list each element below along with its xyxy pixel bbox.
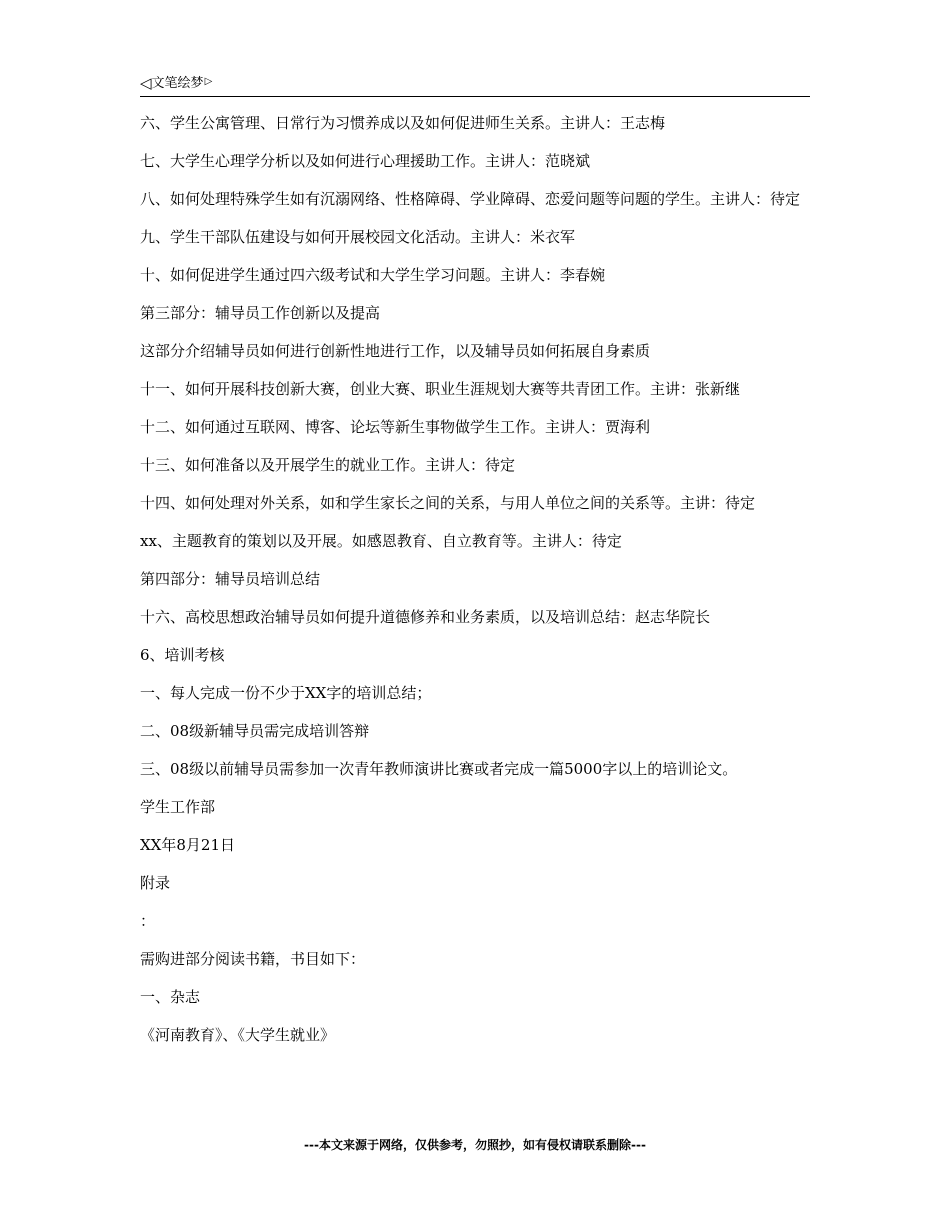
paragraph: 十二、如何通过互联网、博客、论坛等新生事物做学生工作。主讲人：贾海利 — [140, 418, 651, 436]
section-heading: 第三部分：辅导员工作创新以及提高 — [140, 304, 381, 322]
paragraph: 三、08级以前辅导员需参加一次青年教师演讲比赛或者完成一篇5000字以上的培训论文。 — [140, 760, 738, 778]
paragraph: 这部分介绍辅导员如何进行创新性地进行工作，以及辅导员如何拓展自身素质 — [140, 342, 651, 360]
paragraph: 需购进部分阅读书籍，书目如下： — [140, 950, 366, 968]
paragraph: 十三、如何准备以及开展学生的就业工作。主讲人：待定 — [140, 456, 516, 474]
document-body — [140, 113, 820, 1063]
left-triangle-icon: ◁ — [140, 74, 152, 92]
right-triangle-icon: ▷ — [204, 76, 213, 87]
paragraph: 十、如何促进学生通过四六级考试和大学生学习问题。主讲人：李春婉 — [140, 266, 606, 284]
paragraph: 八、如何处理特殊学生如有沉溺网络、性格障碍、学业障碍、恋爱问题等问题的学生。主讲人：待定 — [140, 190, 801, 208]
paragraph: 九、学生干部队伍建设与如何开展校园文化活动。主讲人：米衣军 — [140, 228, 576, 246]
signature-date: XX年8月21日 — [140, 836, 235, 854]
page-header — [140, 72, 810, 97]
paragraph: 十六、高校思想政治辅导员如何提升道德修养和业务素质，以及培训总结：赵志华院长 — [140, 608, 711, 626]
paragraph: 一、每人完成一份不少于XX字的培训总结； — [140, 684, 432, 702]
header-title: 文笔绘梦 — [151, 76, 204, 91]
paragraph: 六、学生公寓管理、日常行为习惯养成以及如何促进师生关系。主讲人：王志梅 — [140, 114, 666, 132]
signature-department: 学生工作部 — [140, 798, 216, 816]
section-heading: 第四部分：辅导员培训总结 — [140, 570, 321, 588]
list-item: 《河南教育》、《大学生就业》 — [140, 1026, 336, 1044]
paragraph: 二、08级新辅导员需完成培训答辩 — [140, 722, 370, 740]
section-heading: 6、培训考核 — [140, 646, 225, 664]
list-heading: 一、杂志 — [140, 988, 201, 1006]
paragraph: 七、大学生心理学分析以及如何进行心理援助工作。主讲人：范晓斌 — [140, 152, 591, 170]
appendix-heading: 附录 — [140, 874, 171, 892]
appendix-colon: ： — [140, 912, 156, 930]
paragraph: 十四、如何处理对外关系，如和学生家长之间的关系，与用人单位之间的关系等。主讲：待定 — [140, 494, 756, 512]
paragraph: xx、主题教育的策划以及开展。如感恩教育、自立教育等。主讲人：待定 — [140, 532, 622, 550]
paragraph: 十一、如何开展科技创新大赛，创业大赛、职业生涯规划大赛等共青团工作。主讲：张新继 — [140, 380, 741, 398]
footer-notice: ---本文来源于网络，仅供参考，勿照抄，如有侵权请联系删除--- — [304, 1138, 646, 1152]
